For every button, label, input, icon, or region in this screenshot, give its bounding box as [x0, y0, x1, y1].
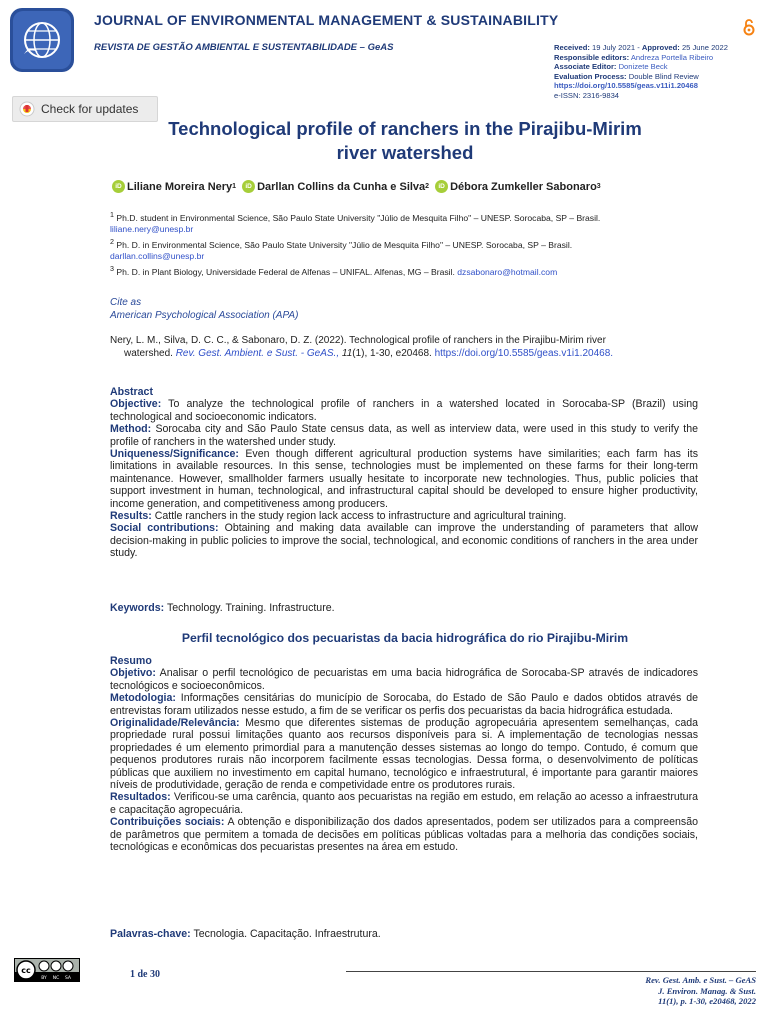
- reference-volume: 11: [341, 348, 353, 359]
- metodologia-text: Informações censitárias do município de Sorocaba, do Estado de São Paulo e dados obtidos através de entrevistas foram utilizados nesse estudo, a fim de se verificar os perfis dos pecuaristas da bacia hidrográfica estudada.: [110, 692, 698, 717]
- citation-reference: [110, 334, 698, 360]
- open-access-icon: [742, 18, 756, 36]
- check-updates-icon: [19, 101, 35, 117]
- page-total: 30: [150, 969, 160, 980]
- page-number: [130, 969, 160, 980]
- author-sup: 1: [232, 183, 237, 190]
- objetivo-label: Objetivo:: [110, 667, 156, 680]
- resumo-contribuicoes: [110, 816, 698, 853]
- page-current: 1: [130, 969, 135, 980]
- cc-text: cc: [21, 966, 31, 975]
- cite-as-label: Cite as: [110, 297, 142, 308]
- associate-editor-line: [554, 62, 728, 72]
- journal-title: JOURNAL OF ENVIRONMENTAL MANAGEMENT & SUSTAINABILITY: [94, 12, 559, 28]
- abstract-heading: Abstract: [110, 386, 153, 398]
- paper-title: Technological profile of ranchers in the Pirajibu-Mirim river watershed: [168, 118, 642, 163]
- palavras-text: Tecnologia. Capacitação. Infraestrutura.: [193, 928, 381, 940]
- doi-link[interactable]: https://doi.org/10.5585/geas.v11i1.20468: [554, 81, 698, 91]
- email-link[interactable]: dzsabonaro@hotmail.com: [457, 266, 558, 277]
- contribuicoes-label: Contribuições sociais:: [110, 816, 225, 829]
- reference-journal[interactable]: Rev. Gest. Ambient. e Sust. - GeAS.,: [175, 348, 340, 359]
- resultados-text: Verificou-se uma carência, quanto aos pecuaristas na região em estudo, em relação ao acesso a infraestrutura e capacitação agropecuária.: [110, 791, 698, 816]
- abstract-method: [110, 423, 698, 448]
- cite-style: American Psychological Association (APA): [110, 310, 299, 321]
- journal-subtitle: REVISTA DE GESTÃO AMBIENTAL E SUSTENTABILIDADE – GeAS: [94, 42, 394, 53]
- social-label: Social contributions:: [110, 522, 219, 535]
- reference-line-1: Nery, L. M., Silva, D. C. C., & Sabonaro, D. Z. (2022). Technological profile of ranchers in the Pirajibu-Mirim river: [110, 335, 606, 346]
- keywords-label: Keywords:: [110, 602, 165, 614]
- orcid-icon[interactable]: iD: [435, 180, 448, 193]
- abstract-objective: [110, 398, 698, 423]
- palavras-label: Palavras-chave:: [110, 928, 191, 940]
- affiliations: [110, 210, 696, 280]
- resumo-objetivo: [110, 667, 698, 692]
- footer-journal-info: [645, 975, 756, 1007]
- contribuicoes-text: A obtenção e disponibilização dos dados apresentados, podem ser utilizados para a compreensão de parâmetros que permitem a tomada de decisões em políticas públicas voltadas para a melhoria das condições sociais, tecnológicas e econômicas dos pecuaristas presentes na área em estudo.: [110, 816, 699, 854]
- received-date: 19 July 2021: [592, 43, 636, 52]
- abstract: [110, 386, 698, 560]
- cite-as: [110, 296, 298, 322]
- cc-sa-text: SA: [64, 976, 72, 981]
- affiliation-text: Ph.D. student in Environmental Science, São Paulo State University "Júlio de Mesquita Filho" – UNESP. Sorocaba, SP – Brasil.: [116, 212, 601, 223]
- affiliation-2: [110, 237, 696, 262]
- editors-link[interactable]: Andreza Portella Ribeiro: [630, 52, 714, 62]
- objective-text: To analyze the technological profile of ranchers in a watershed located in Sorocaba-SP (Brazil) using technological and socioeconomic indicators.: [110, 398, 698, 423]
- editors-line: [554, 53, 728, 63]
- reference-line-2: [110, 347, 698, 360]
- orcid-icon[interactable]: iD: [112, 180, 125, 193]
- footer-line-1: Rev. Gest. Amb. e Sust. – GeAS: [645, 975, 756, 985]
- uniqueness-text: Even though different agricultural production systems have similarities; each farm has its limitations in available resources. In this sense, technologies must be implemented on these farms for their long-term maintenance. However, smallholder farmers usually hesitate to incorporate new technologies. Thus, public policies that support investment in human, technological, and infrastructural capital should be developed to ensure higher productivity, income generation, and competitiveness among producers.: [110, 448, 698, 510]
- uniqueness-label: Uniqueness/Significance:: [110, 448, 239, 461]
- editors-label: Responsible editors:: [554, 52, 630, 62]
- evaluation-label: Evaluation Process:: [554, 71, 627, 81]
- cc-license-icon[interactable]: [14, 958, 80, 982]
- page-sep: de: [137, 969, 148, 980]
- author-name: Darllan Collins da Cunha e Silva: [257, 180, 426, 193]
- affiliation-sup: 2: [110, 237, 114, 246]
- footer-line-3: 11(1), p. 1-30, e20468, 2022: [658, 996, 756, 1007]
- resumo-metodologia: [110, 692, 698, 717]
- check-for-updates-button[interactable]: [12, 96, 158, 122]
- author-name: Débora Zumkeller Sabonaro: [450, 180, 597, 193]
- affiliation-text: Ph. D. in Environmental Science, São Paulo State University "Júlio de Mesquita Filho" – UNESP. Sorocaba, SP – Brasil.: [116, 239, 573, 250]
- dates-line: Received: 19 July 2021 - Approved: 25 June 2022: [554, 43, 728, 52]
- approved-date: 25 June 2022: [681, 43, 728, 52]
- email-link[interactable]: liliane.nery@unesp.br: [110, 223, 194, 234]
- evaluation-value: Double Blind Review: [628, 71, 699, 81]
- resumo: [110, 655, 698, 854]
- results-text: Cattle ranchers in the study region lack access to infrastructure and agricultural training.: [154, 510, 567, 523]
- affiliation-1: [110, 210, 696, 235]
- approved-label: Approved:: [641, 43, 680, 52]
- abstract-uniqueness: [110, 448, 698, 510]
- portuguese-title: Perfil tecnológico dos pecuaristas da bacia hidrográfica do rio Pirajibu-Mirim: [181, 631, 629, 645]
- footer-line-2: J. Environ. Manag. & Sust.: [658, 985, 756, 996]
- palavras-chave: [110, 928, 381, 940]
- resultados-label: Resultados:: [110, 791, 171, 804]
- email-link[interactable]: darllan.collins@unesp.br: [110, 250, 205, 261]
- objetivo-text: Analisar o perfil tecnológico de pecuaristas em uma bacia hidrográfica de Sorocaba-SP através de indicadores tecnológicos e socioeconômicos.: [110, 667, 698, 692]
- received-label: Received:: [554, 43, 590, 52]
- reference-rest: (1), 1-30, e20468.: [352, 348, 432, 359]
- author-name: Liliane Moreira Nery: [127, 180, 233, 193]
- method-label: Method:: [110, 423, 152, 436]
- orcid-icon[interactable]: iD: [242, 180, 255, 193]
- keywords: [110, 602, 335, 614]
- affiliation-sup: 1: [110, 211, 114, 219]
- method-text: Sorocaba city and São Paulo State census data, as well as interview data, were used in this study to verify the profile of ranchers in the watershed under study.: [110, 423, 698, 448]
- affiliation-sup: 3: [110, 264, 114, 273]
- issn: e-ISSN: 2316-9834: [554, 90, 620, 100]
- reference-doi-link[interactable]: https://doi.org/10.5585/geas.v1i1.20468.: [434, 348, 614, 359]
- journal-logo: [10, 8, 74, 72]
- author-list: [112, 180, 607, 193]
- affiliation-text: Ph. D. in Plant Biology, Universidade Federal de Alfenas – UNIFAL. Alfenas, MG – Brasil.: [116, 266, 455, 277]
- footer-divider: [346, 971, 756, 972]
- evaluation-line: [554, 72, 728, 82]
- metodologia-label: Metodologia:: [110, 692, 176, 705]
- article-metadata: [554, 43, 728, 101]
- resumo-originalidade: [110, 717, 698, 791]
- abstract-social: [110, 522, 698, 559]
- resumo-resultados: [110, 791, 698, 816]
- author-sup: 2: [425, 183, 430, 190]
- originalidade-text: Mesmo que diferentes sistemas de produção agropecuária apresentem semelhanças, cada propriedade rural possui limitações quanto aos recursos disponíveis para si. A implementação de tecnologias nessas propriedades é um elemento primordial para a manutenção desses sistemas ao longo do tempo. Contudo, é comum que pequenos produtores rurais não incorporem facilmente essas tecnologias. Dessa forma, o desenvolvimento de políticas públicas que auxiliem no investimento em capital humano, tecnológico e infraestrutural, é importante para garantir maiores níveis de produtividade, geração de renda e competividade entre os produtores rurais.: [110, 717, 698, 792]
- results-label: Results:: [110, 510, 152, 523]
- social-text: Obtaining and making data available can improve the understanding of parameters that allow decision-making in public policies to improve the social, technological, and economic conditions of ranchers in the area under study.: [110, 522, 699, 560]
- reference-text-2: watershed.: [124, 348, 173, 359]
- objective-label: Objective:: [110, 398, 162, 411]
- abstract-results: [110, 510, 698, 522]
- resumo-heading: Resumo: [110, 655, 152, 667]
- affiliation-3: [110, 264, 696, 278]
- cc-by-text: BY: [41, 976, 47, 981]
- cc-nc-text: NC: [52, 976, 60, 981]
- associate-editor-label: Associate Editor:: [554, 62, 617, 72]
- associate-editor-link[interactable]: Donizete Beck: [618, 62, 668, 72]
- originalidade-label: Originalidade/Relevância:: [110, 717, 240, 730]
- check-updates-label: Check for updates: [41, 102, 139, 116]
- author-sup: 3: [596, 183, 601, 190]
- keywords-text: Technology. Training. Infrastructure.: [166, 602, 335, 614]
